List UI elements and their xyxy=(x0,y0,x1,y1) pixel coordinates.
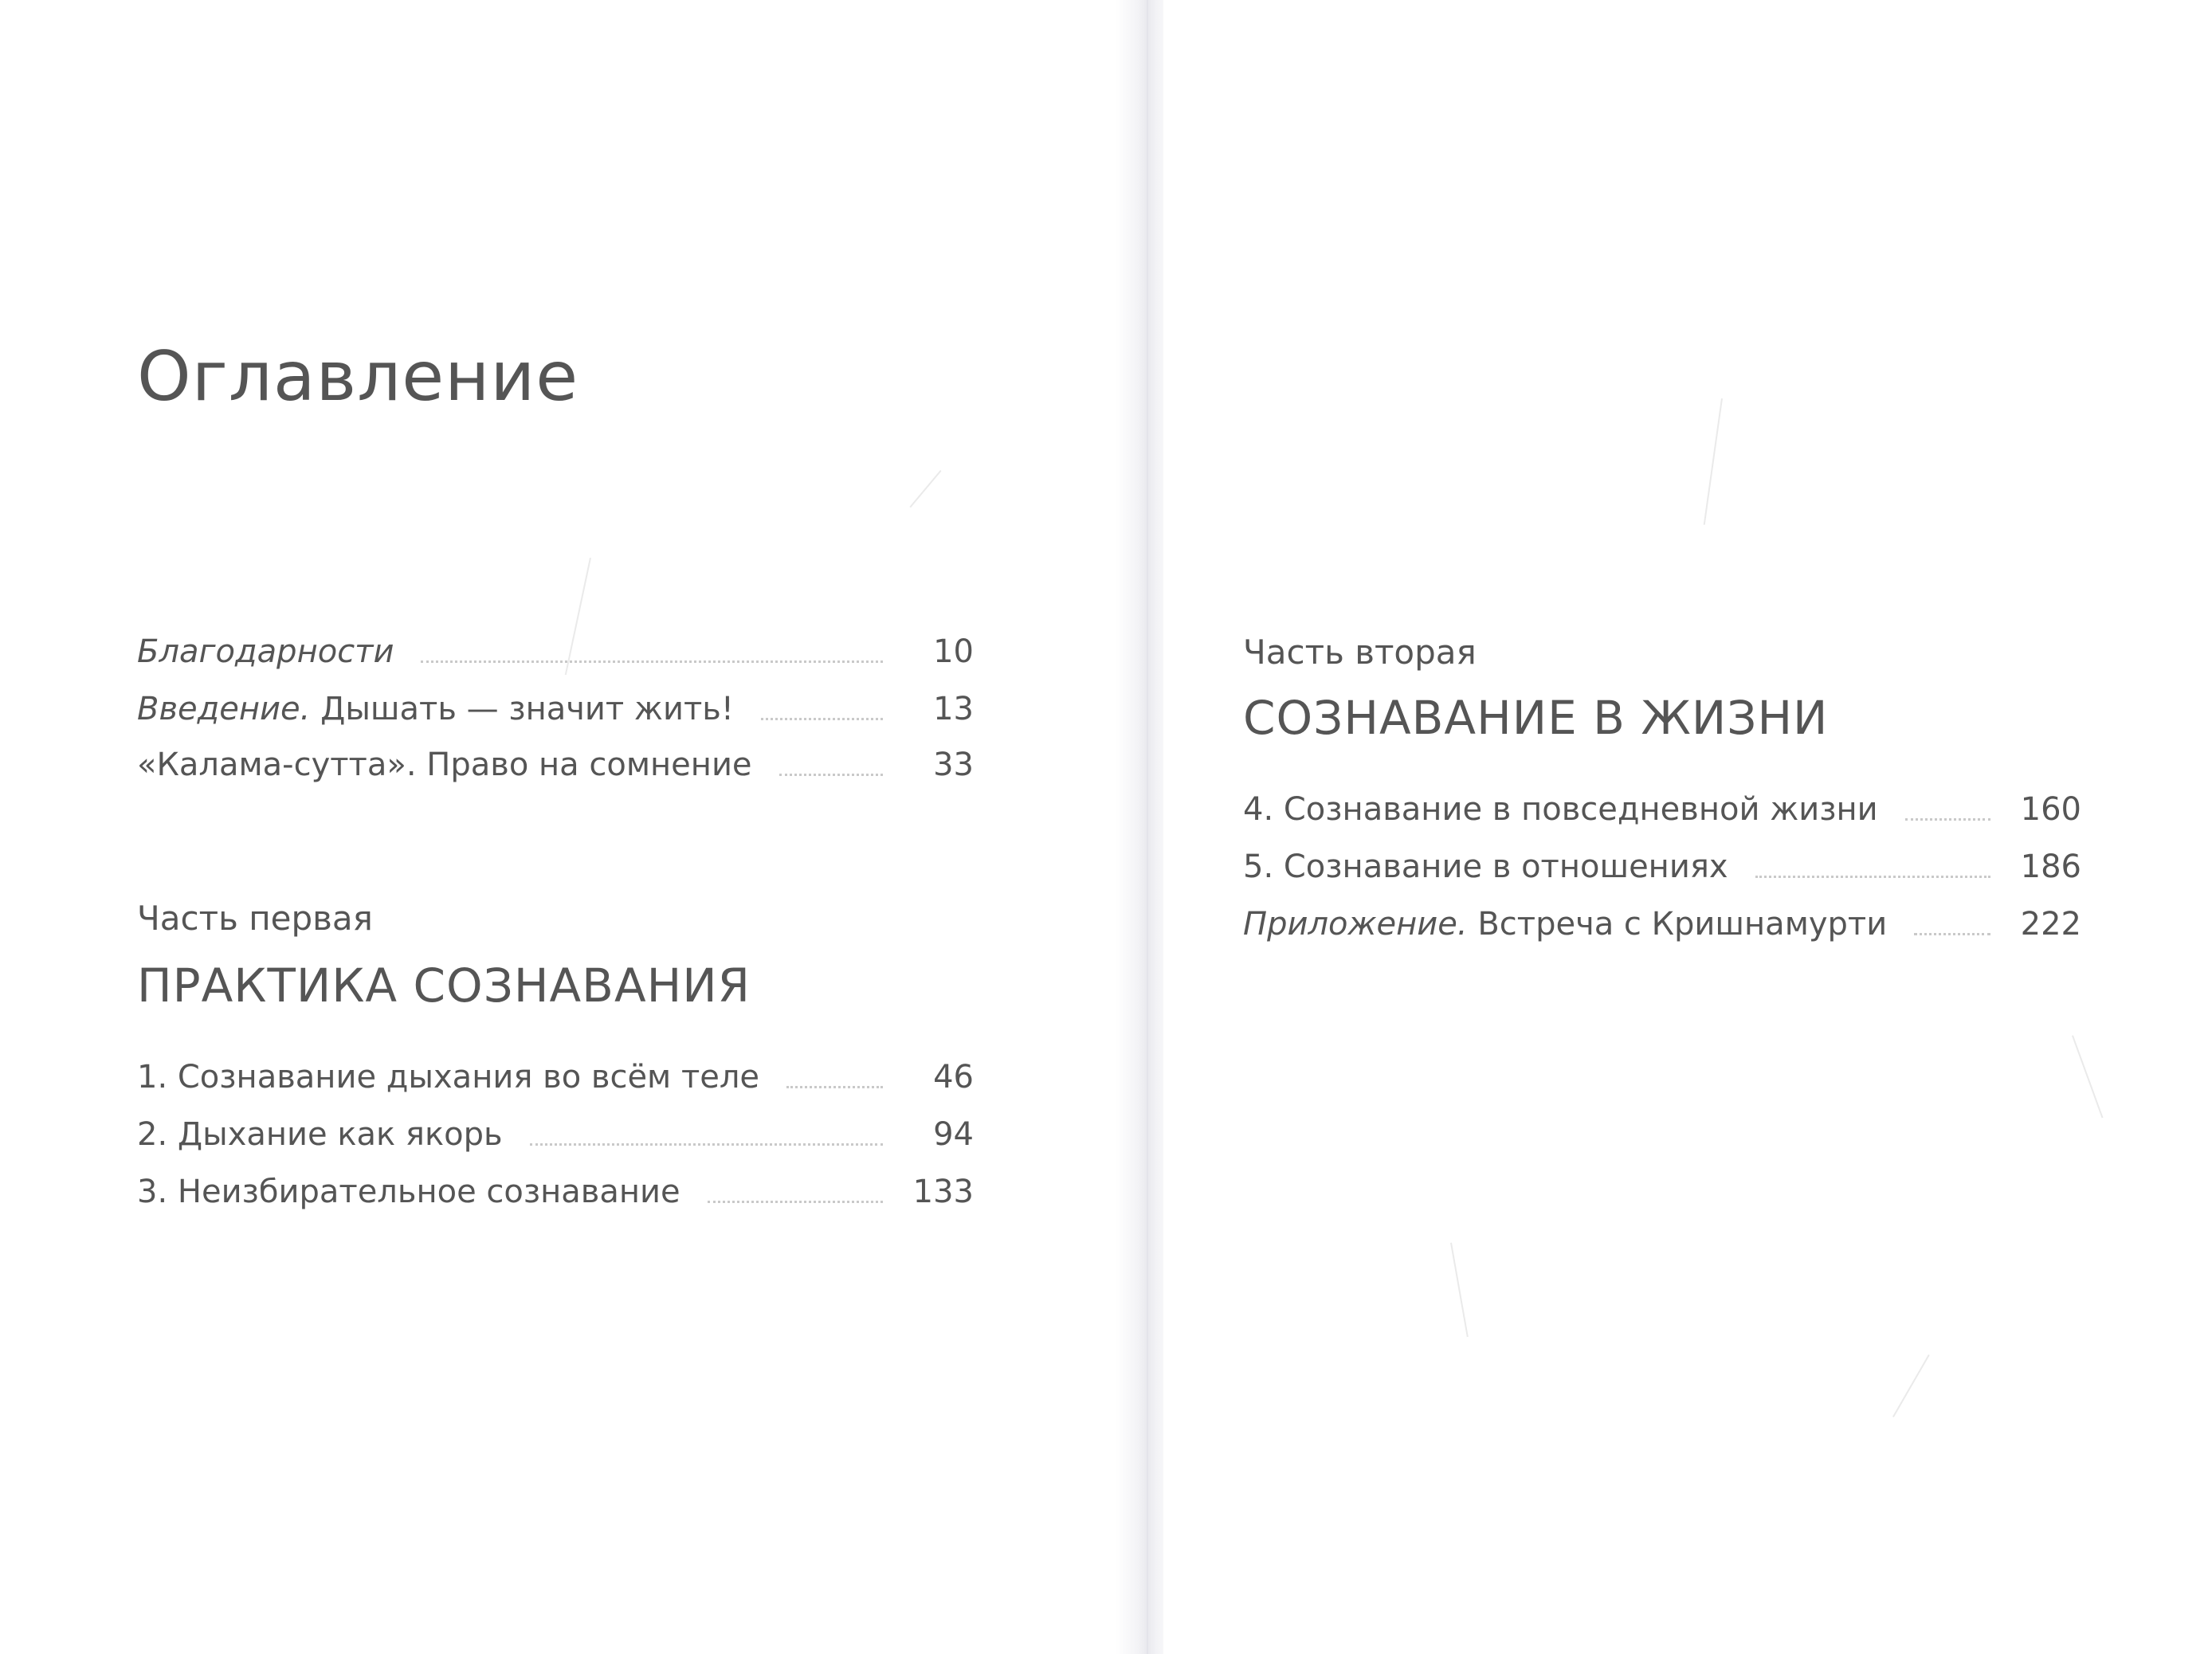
toc-entry-label xyxy=(1243,791,1878,828)
leader-dots xyxy=(708,1201,883,1203)
book-crease xyxy=(1147,0,1148,1654)
toc-entry-label xyxy=(1243,906,1888,943)
right-page xyxy=(1163,0,2212,1654)
toc-entry-label xyxy=(137,693,734,725)
toc-entry-page: 160 xyxy=(2020,791,2081,828)
leader-dots xyxy=(1905,818,1990,821)
part-two-label: Часть вторая xyxy=(1243,633,1477,672)
part-one-label: Часть первая xyxy=(137,899,373,938)
toc-entry-page: 186 xyxy=(2020,849,2081,885)
toc-entry-appendix[interactable] xyxy=(1243,892,2081,943)
leader-dots xyxy=(779,774,883,776)
toc-entry-label xyxy=(1243,851,1728,883)
toc-entry-italic: Введение. xyxy=(137,691,311,727)
toc-entry-label: 2. Дыхание как якорь xyxy=(137,1116,503,1153)
toc-entry-kalama-sutta[interactable] xyxy=(137,733,974,781)
toc-entry-label: 3. Неизбирательное сознавание xyxy=(137,1174,680,1210)
toc-entry-text: Дышать — значит жить! xyxy=(310,691,734,727)
toc-entry-introduction[interactable] xyxy=(137,677,974,725)
toc-entry-chapter-3[interactable] xyxy=(137,1160,974,1208)
toc-entry-page: 33 xyxy=(933,747,974,783)
toc-entry-chapter-4[interactable] xyxy=(1243,778,2081,828)
toc-title: Оглавление xyxy=(137,337,579,417)
toc-entry-page: 222 xyxy=(2020,906,2081,943)
leader-dots xyxy=(1755,876,1990,878)
toc-entry-label: 1. Сознавание дыхания во всём теле xyxy=(137,1059,760,1095)
toc-entry-page: 133 xyxy=(912,1174,974,1210)
toc-entry-chapter-1[interactable] xyxy=(137,1045,974,1093)
toc-entry-text: «Калама-сутта». Право на сомнение xyxy=(137,747,752,783)
toc-entry-text: 4. Сознавание в повседневной жизни xyxy=(1243,791,1878,828)
toc-entry-italic: Благодарности xyxy=(137,633,394,670)
toc-entry-page: 13 xyxy=(933,691,974,727)
leader-dots xyxy=(421,660,883,663)
leader-dots xyxy=(786,1086,883,1088)
toc-entry-page: 10 xyxy=(933,633,974,670)
toc-entry-page: 94 xyxy=(933,1116,974,1153)
toc-entry-chapter-2[interactable] xyxy=(137,1103,974,1153)
toc-entry-page: 46 xyxy=(933,1059,974,1095)
toc-entry-italic: Приложение. xyxy=(1243,906,1468,943)
toc-entry-label xyxy=(137,633,394,670)
toc-entry-text: Встреча с Кришнамурти xyxy=(1467,906,1888,943)
toc-entry-acknowledgements[interactable] xyxy=(137,620,974,668)
toc-entry-chapter-5[interactable] xyxy=(1243,835,2081,883)
toc-entry-label xyxy=(137,749,752,781)
toc-entry-text: 5. Сознавание в отношениях xyxy=(1243,849,1728,885)
leader-dots xyxy=(761,718,883,720)
leader-dots xyxy=(1914,933,1990,935)
part-two-title: СОЗНАВАНИЕ В ЖИЗНИ xyxy=(1243,691,1829,745)
leader-dots xyxy=(530,1143,883,1146)
part-one-title: ПРАКТИКА СОЗНАВАНИЯ xyxy=(137,958,751,1013)
